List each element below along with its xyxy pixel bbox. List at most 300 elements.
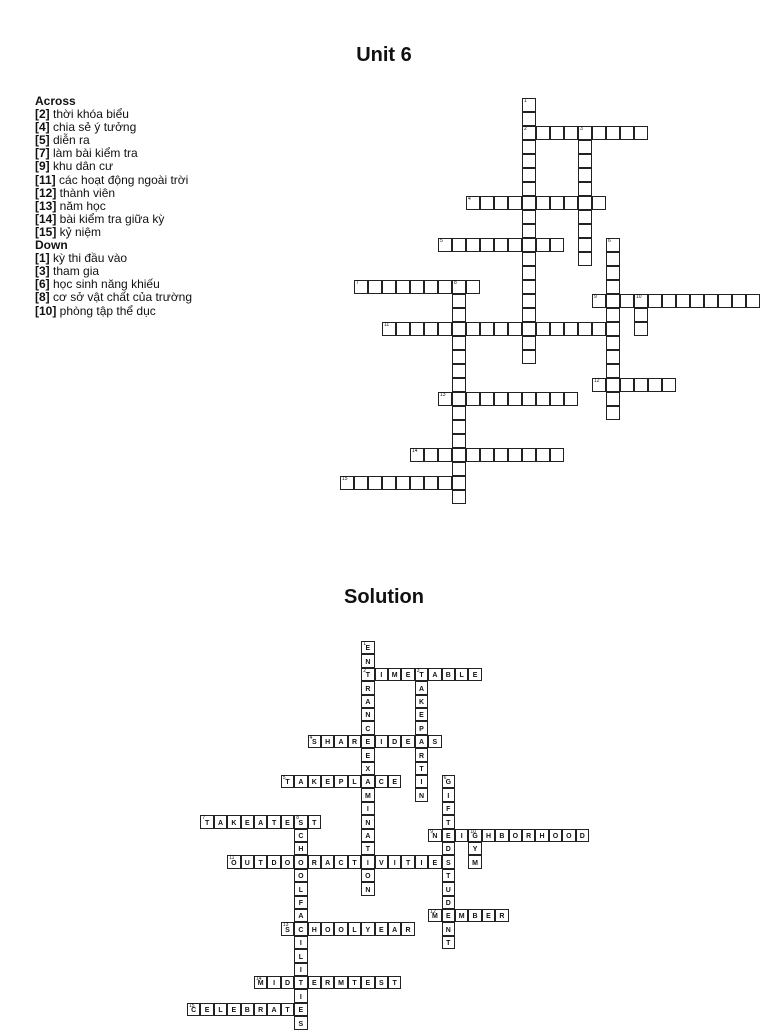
grid-cell[interactable] (452, 392, 466, 406)
grid-cell[interactable] (480, 448, 494, 462)
grid-cell[interactable] (522, 196, 536, 210)
grid-cell[interactable] (424, 322, 438, 336)
grid-cell[interactable] (508, 322, 522, 336)
grid-cell[interactable] (522, 224, 536, 238)
grid-cell[interactable] (634, 308, 648, 322)
grid-cell (361, 654, 374, 667)
grid-cell[interactable] (452, 308, 466, 322)
grid-cell (549, 829, 562, 842)
clue-text: các hoạt động ngoài trời (55, 172, 189, 187)
grid-cell[interactable] (382, 280, 396, 294)
cell-letter: A (392, 926, 398, 934)
grid-cell (415, 762, 428, 775)
clue-number: [14] (35, 211, 57, 226)
grid-cell (308, 735, 321, 748)
cell-letter: K (231, 819, 237, 827)
grid-cell (442, 829, 455, 842)
cell-letter: E (325, 779, 331, 787)
grid-cell (388, 855, 401, 868)
cell-letter: R (499, 913, 505, 921)
grid-cell[interactable] (564, 126, 578, 140)
grid-cell[interactable] (424, 448, 438, 462)
grid-cell[interactable] (536, 196, 550, 210)
cell-letter: L (352, 926, 357, 934)
cell-letter: C (378, 779, 384, 787)
grid-cell[interactable] (522, 168, 536, 182)
grid-cell[interactable] (522, 238, 536, 252)
grid-cell[interactable] (522, 182, 536, 196)
clue-text: năm học (56, 198, 106, 213)
grid-cell[interactable] (452, 448, 466, 462)
grid-cell[interactable] (368, 280, 382, 294)
grid-cell (415, 748, 428, 761)
grid-cell[interactable] (634, 322, 648, 336)
grid-cell (361, 735, 374, 748)
cell-letter: P (419, 725, 424, 733)
cell-letter: I (273, 980, 276, 988)
cell-letter: G (472, 832, 478, 840)
cell-letter: T (258, 859, 263, 867)
clue-number: [9] (35, 159, 50, 174)
grid-cell[interactable] (410, 280, 424, 294)
grid-cell[interactable] (522, 98, 536, 112)
grid-cell[interactable] (704, 294, 718, 308)
grid-cell[interactable] (494, 322, 508, 336)
grid-cell (294, 775, 307, 788)
grid-cell (535, 829, 548, 842)
grid-cell[interactable] (634, 126, 648, 140)
cell-letter: S (298, 819, 304, 827)
grid-cell[interactable] (550, 392, 564, 406)
cell-letter: T (285, 779, 290, 787)
grid-cell[interactable] (452, 322, 466, 336)
cell-letter: A (271, 1007, 277, 1015)
grid-cell[interactable] (564, 196, 578, 210)
cell-letter: T (298, 980, 304, 988)
cell-letter: T (446, 940, 451, 948)
grid-cell[interactable] (578, 126, 592, 140)
grid-cell[interactable] (452, 280, 466, 294)
grid-cell[interactable] (452, 350, 466, 364)
grid-cell[interactable] (452, 420, 466, 434)
grid-cell[interactable] (648, 294, 662, 308)
cell-number: 9 (430, 828, 433, 835)
grid-cell (294, 896, 307, 909)
grid-cell (442, 882, 455, 895)
grid-cell (254, 976, 267, 989)
grid-cell[interactable] (494, 392, 508, 406)
grid-cell[interactable] (732, 294, 746, 308)
cell-letter: E (365, 645, 371, 653)
grid-cell[interactable] (606, 238, 620, 252)
grid-cell[interactable] (606, 280, 620, 294)
grid-cell[interactable] (522, 392, 536, 406)
cell-letter: H (485, 832, 492, 840)
cell-letter: B (499, 832, 505, 840)
grid-cell[interactable] (522, 266, 536, 280)
cell-letter: T (352, 980, 357, 988)
cell-number: 10 (636, 294, 642, 300)
clue-number: [7] (35, 146, 50, 161)
cell-number: 13 (282, 922, 289, 929)
cell-letter: I (366, 806, 369, 814)
grid-cell (428, 668, 441, 681)
clue-number: [2] (35, 107, 50, 122)
cell-letter: O (365, 873, 371, 881)
grid-cell[interactable] (578, 210, 592, 224)
grid-cell (442, 788, 455, 801)
grid-cell (482, 909, 495, 922)
grid-cell[interactable] (606, 126, 620, 140)
across-heading: Across (35, 94, 76, 108)
grid-cell[interactable] (522, 126, 536, 140)
grid-cell[interactable] (438, 322, 452, 336)
grid-cell[interactable] (536, 392, 550, 406)
grid-cell[interactable] (550, 322, 564, 336)
clue-text: phòng tập thể dục (56, 303, 156, 318)
grid-cell[interactable] (620, 294, 634, 308)
grid-cell[interactable] (494, 238, 508, 252)
cell-letter: M (364, 792, 371, 800)
grid-cell[interactable] (550, 448, 564, 462)
grid-cell[interactable] (452, 490, 466, 504)
grid-cell[interactable] (606, 364, 620, 378)
grid-cell[interactable] (466, 392, 480, 406)
grid-cell[interactable] (606, 308, 620, 322)
grid-cell[interactable] (494, 448, 508, 462)
grid-cell[interactable] (410, 476, 424, 490)
grid-cell[interactable] (396, 322, 410, 336)
grid-cell[interactable] (438, 238, 452, 252)
grid-cell[interactable] (522, 322, 536, 336)
cell-letter: C (365, 725, 371, 733)
cell-letter: K (311, 779, 317, 787)
grid-cell[interactable] (634, 294, 648, 308)
cell-letter: Y (365, 926, 371, 934)
grid-cell[interactable] (550, 126, 564, 140)
cell-letter: C (298, 926, 304, 934)
grid-cell (401, 922, 414, 935)
grid-cell[interactable] (578, 196, 592, 210)
grid-cell[interactable] (452, 336, 466, 350)
grid-cell[interactable] (508, 448, 522, 462)
grid-cell[interactable] (522, 294, 536, 308)
cell-number: 15 (342, 476, 348, 482)
grid-cell[interactable] (522, 112, 536, 126)
cell-letter: L (459, 672, 464, 680)
cell-letter: O (566, 832, 572, 840)
grid-cell (375, 775, 388, 788)
grid-cell[interactable] (452, 434, 466, 448)
grid-cell[interactable] (410, 448, 424, 462)
cell-letter: N (365, 886, 371, 894)
grid-cell[interactable] (606, 252, 620, 266)
grid-cell[interactable] (354, 280, 368, 294)
cell-letter: M (458, 913, 465, 921)
grid-cell[interactable] (634, 378, 648, 392)
grid-cell[interactable] (452, 364, 466, 378)
grid-cell[interactable] (452, 378, 466, 392)
grid-cell[interactable] (466, 322, 480, 336)
grid-cell[interactable] (606, 406, 620, 420)
cell-letter: N (365, 819, 371, 827)
cell-number: 5 (282, 775, 286, 781)
grid-cell (361, 882, 374, 895)
grid-cell (415, 775, 428, 788)
cell-number: 12 (430, 909, 436, 915)
grid-cell[interactable] (522, 210, 536, 224)
grid-cell (187, 1003, 200, 1016)
cell-letter: I (299, 966, 302, 974)
grid-cell[interactable] (466, 280, 480, 294)
grid-cell[interactable] (564, 392, 578, 406)
grid-cell[interactable] (536, 238, 550, 252)
grid-cell[interactable] (382, 476, 396, 490)
grid-cell[interactable] (466, 196, 480, 210)
grid-cell[interactable] (522, 140, 536, 154)
grid-cell (509, 829, 522, 842)
cell-letter: T (419, 672, 424, 680)
cell-letter: L (352, 779, 357, 787)
cell-letter: E (231, 1007, 237, 1015)
grid-cell (442, 922, 455, 935)
grid-cell (227, 815, 240, 828)
grid-cell[interactable] (522, 308, 536, 322)
cell-letter: E (365, 752, 371, 760)
cell-letter: A (365, 698, 371, 706)
grid-cell[interactable] (592, 196, 606, 210)
cell-letter: A (418, 739, 425, 747)
clue-number: [11] (35, 172, 56, 187)
grid-cell[interactable] (438, 476, 452, 490)
grid-cell[interactable] (662, 294, 676, 308)
grid-cell (375, 735, 388, 748)
grid-cell[interactable] (536, 448, 550, 462)
grid-cell (401, 735, 414, 748)
grid-cell (455, 668, 468, 681)
grid-cell (562, 829, 575, 842)
grid-cell[interactable] (578, 252, 592, 266)
cell-letter: X (365, 765, 371, 773)
grid-cell[interactable] (606, 322, 620, 336)
grid-cell (415, 695, 428, 708)
grid-cell (294, 976, 307, 989)
cell-letter: N (432, 832, 438, 840)
cell-number: 11 (229, 855, 235, 862)
cell-number: 3 (416, 667, 420, 674)
cell-number: 12 (594, 378, 600, 384)
cell-letter: M (257, 980, 264, 988)
cell-letter: R (405, 926, 411, 934)
cell-letter: I (420, 779, 423, 787)
clue-number: [15] (35, 224, 57, 239)
grid-cell[interactable] (578, 322, 592, 336)
cell-letter: E (472, 672, 478, 680)
cell-number: 2 (363, 667, 366, 674)
grid-cell[interactable] (592, 294, 606, 308)
cell-number: 6 (443, 775, 447, 781)
grid-cell[interactable] (396, 476, 410, 490)
grid-cell (455, 829, 468, 842)
grid-cell (455, 909, 468, 922)
grid-cell (415, 788, 428, 801)
grid-cell[interactable] (550, 196, 564, 210)
grid-cell (267, 1003, 280, 1016)
grid-cell[interactable] (578, 224, 592, 238)
grid-cell[interactable] (522, 336, 536, 350)
grid-cell (361, 815, 374, 828)
grid-cell (375, 922, 388, 935)
cell-letter: M (472, 859, 478, 867)
cell-letter: T (392, 980, 397, 988)
grid-cell[interactable] (676, 294, 690, 308)
grid-cell (361, 829, 374, 842)
grid-cell[interactable] (592, 378, 606, 392)
grid-cell[interactable] (508, 238, 522, 252)
grid-cell (388, 775, 401, 788)
grid-cell (294, 1003, 307, 1016)
cell-number: 5 (440, 238, 443, 244)
cell-letter: E (486, 913, 491, 921)
grid-cell[interactable] (438, 448, 452, 462)
grid-cell (308, 855, 321, 868)
grid-cell (442, 909, 455, 922)
cell-letter: G (445, 779, 452, 787)
cell-letter: R (325, 980, 331, 988)
grid-cell[interactable] (466, 448, 480, 462)
cell-number: 1 (363, 641, 366, 647)
grid-cell[interactable] (410, 322, 424, 336)
grid-cell[interactable] (438, 280, 452, 294)
cell-letter: Y (472, 846, 478, 854)
grid-cell[interactable] (578, 154, 592, 168)
grid-cell[interactable] (452, 406, 466, 420)
clue-number: [13] (35, 198, 57, 213)
grid-cell[interactable] (578, 140, 592, 154)
grid-cell (415, 668, 428, 681)
grid-cell[interactable] (466, 238, 480, 252)
grid-cell[interactable] (578, 182, 592, 196)
grid-cell[interactable] (606, 378, 620, 392)
grid-cell[interactable] (480, 196, 494, 210)
cell-letter: R (258, 1007, 264, 1015)
grid-cell (375, 855, 388, 868)
grid-cell (442, 869, 455, 882)
grid-cell[interactable] (480, 392, 494, 406)
grid-cell[interactable] (424, 280, 438, 294)
grid-cell[interactable] (508, 196, 522, 210)
grid-cell[interactable] (606, 294, 620, 308)
grid-cell[interactable] (340, 476, 354, 490)
cell-letter: O (552, 832, 559, 840)
grid-cell[interactable] (620, 378, 634, 392)
grid-cell[interactable] (368, 476, 382, 490)
grid-cell[interactable] (592, 126, 606, 140)
cell-letter: I (366, 859, 369, 867)
grid-cell[interactable] (536, 322, 550, 336)
grid-cell[interactable] (494, 196, 508, 210)
grid-cell[interactable] (550, 238, 564, 252)
grid-cell[interactable] (536, 126, 550, 140)
grid-cell[interactable] (438, 392, 452, 406)
grid-cell[interactable] (522, 154, 536, 168)
grid-cell (442, 936, 455, 949)
grid-cell (321, 775, 334, 788)
cell-letter: S (285, 926, 290, 934)
grid-cell[interactable] (508, 392, 522, 406)
cell-letter: L (218, 1007, 223, 1015)
grid-cell (442, 896, 455, 909)
grid-cell[interactable] (578, 168, 592, 182)
cell-letter: A (365, 832, 371, 840)
grid-cell (415, 855, 428, 868)
grid-cell[interactable] (522, 350, 536, 364)
cell-letter: T (365, 672, 371, 680)
grid-cell[interactable] (522, 252, 536, 266)
grid-cell[interactable] (606, 266, 620, 280)
grid-cell[interactable] (452, 462, 466, 476)
grid-cell[interactable] (592, 322, 606, 336)
grid-cell[interactable] (522, 448, 536, 462)
grid-cell (468, 668, 481, 681)
grid-cell (428, 909, 441, 922)
cell-letter: H (298, 846, 304, 854)
clue-text: diễn ra (49, 133, 90, 148)
clue-number: [8] (35, 290, 50, 305)
grid-cell[interactable] (522, 280, 536, 294)
grid-cell (308, 922, 321, 935)
grid-cell[interactable] (354, 476, 368, 490)
grid-cell[interactable] (606, 392, 620, 406)
grid-cell[interactable] (564, 322, 578, 336)
grid-cell (388, 976, 401, 989)
cell-letter: T (419, 765, 424, 773)
grid-cell[interactable] (746, 294, 760, 308)
grid-cell[interactable] (396, 280, 410, 294)
cell-letter: E (365, 739, 371, 747)
grid-cell[interactable] (690, 294, 704, 308)
grid-cell[interactable] (480, 238, 494, 252)
grid-cell (294, 989, 307, 1002)
cell-letter: T (446, 819, 451, 827)
cell-letter: S (378, 980, 384, 988)
grid-cell[interactable] (382, 322, 396, 336)
grid-cell[interactable] (452, 238, 466, 252)
grid-cell[interactable] (718, 294, 732, 308)
grid-cell[interactable] (620, 126, 634, 140)
grid-cell[interactable] (424, 476, 438, 490)
grid-cell[interactable] (452, 476, 466, 490)
grid-cell (294, 963, 307, 976)
cell-number: 14 (256, 976, 262, 982)
grid-cell[interactable] (606, 336, 620, 350)
grid-cell[interactable] (648, 378, 662, 392)
grid-cell (254, 815, 267, 828)
grid-cell[interactable] (452, 294, 466, 308)
cell-number: 10 (470, 828, 476, 835)
grid-cell (482, 829, 495, 842)
grid-cell[interactable] (578, 238, 592, 252)
grid-cell (281, 855, 294, 868)
clue-list (35, 95, 275, 318)
cell-letter: N (365, 712, 371, 720)
grid-cell[interactable] (606, 350, 620, 364)
grid-cell[interactable] (480, 322, 494, 336)
grid-cell (576, 829, 589, 842)
across-clues (35, 108, 275, 239)
grid-cell[interactable] (662, 378, 676, 392)
grid-cell (361, 869, 374, 882)
